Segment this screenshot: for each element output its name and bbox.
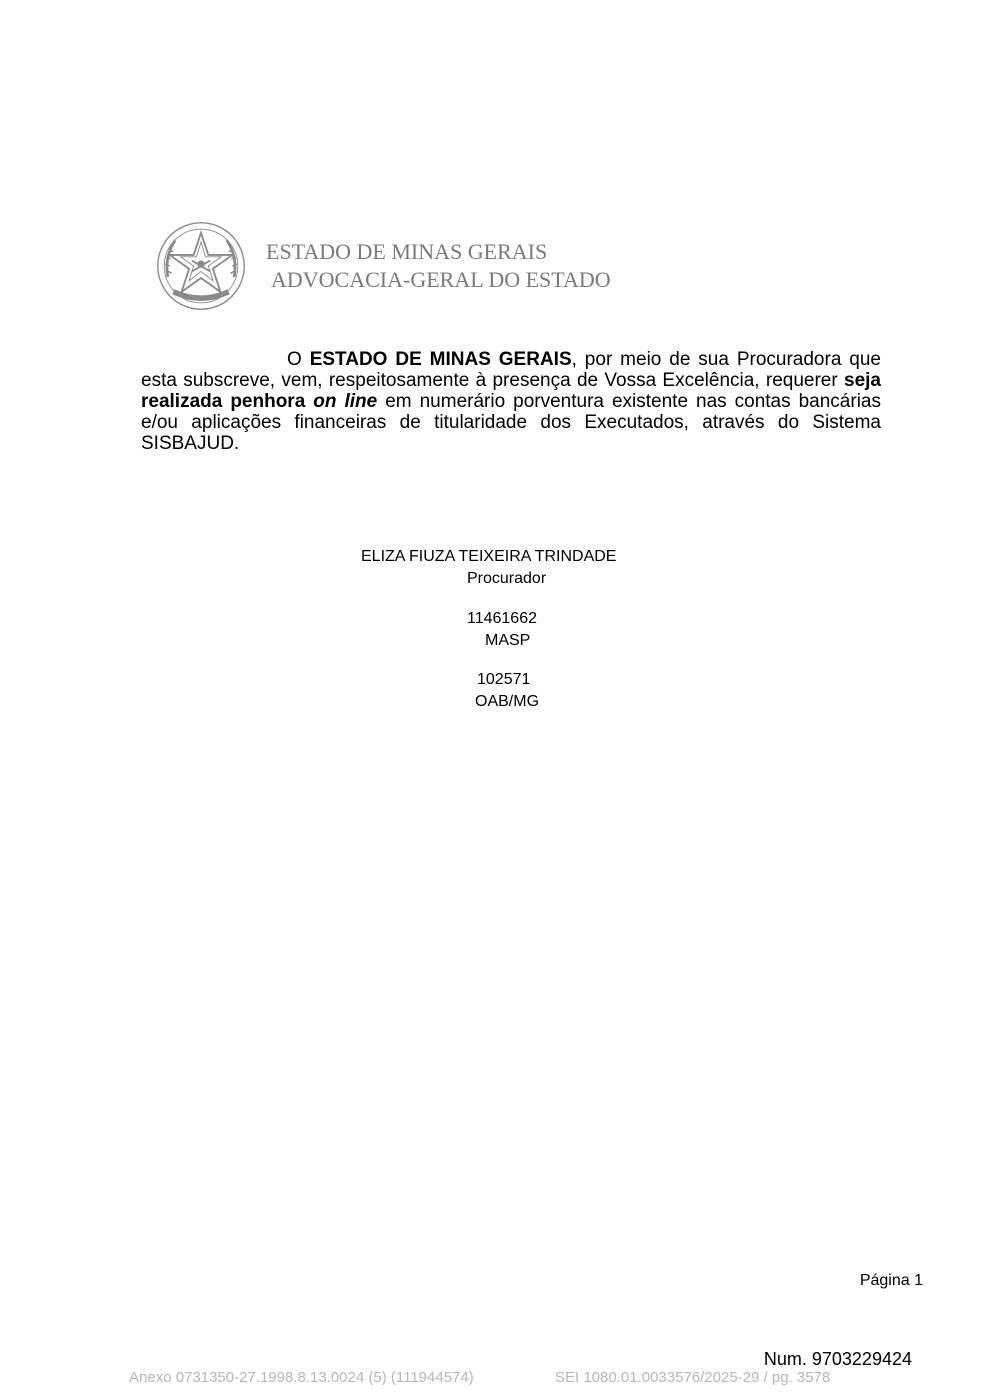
footer-sei-reference: SEI 1080.01.0033576/2025-29 / pg. 3578 — [555, 1369, 831, 1386]
paragraph-text-3: em numerário porventura existente nas contas bancárias e/ou aplicações financeiras de titularidade dos Executados, através do Sistema SISBAJUD. — [141, 391, 881, 454]
document-number: Num. 9703229424 — [763, 1349, 912, 1369]
oab-number: 102571 — [477, 671, 531, 688]
paragraph-text-2: , por meio de sua Procuradora que esta subscreve, vem, respeitosamente à presença de Vossa Excelência, requerer — [141, 349, 881, 391]
footer-anexo-reference: Anexo 0731350-27.1998.8.13.0024 (5) (111944574) — [129, 1369, 474, 1386]
org-state-name: ESTADO DE MINAS GERAIS — [266, 239, 548, 264]
request-paragraph — [141, 349, 881, 454]
masp-label: MASP — [485, 632, 531, 649]
paragraph-bold-italic-online: on line — [313, 391, 378, 412]
oab-label: OAB/MG — [475, 693, 540, 710]
paragraph-bold-request: seja realizada penhora — [141, 370, 881, 412]
page-number: Página 1 — [859, 1272, 923, 1289]
minas-gerais-coat-of-arms-icon — [155, 220, 247, 312]
paragraph-bold-state: ESTADO DE MINAS GERAIS — [309, 349, 572, 370]
organization-header — [266, 238, 611, 294]
signatory-role: Procurador — [467, 570, 547, 587]
paragraph-text-1: O — [287, 349, 310, 370]
masp-number: 11461662 — [467, 610, 537, 627]
signatory-name: ELIZA FIUZA TEIXEIRA TRINDADE — [361, 548, 617, 565]
org-department-name: ADVOCACIA-GERAL DO ESTADO — [271, 267, 611, 292]
